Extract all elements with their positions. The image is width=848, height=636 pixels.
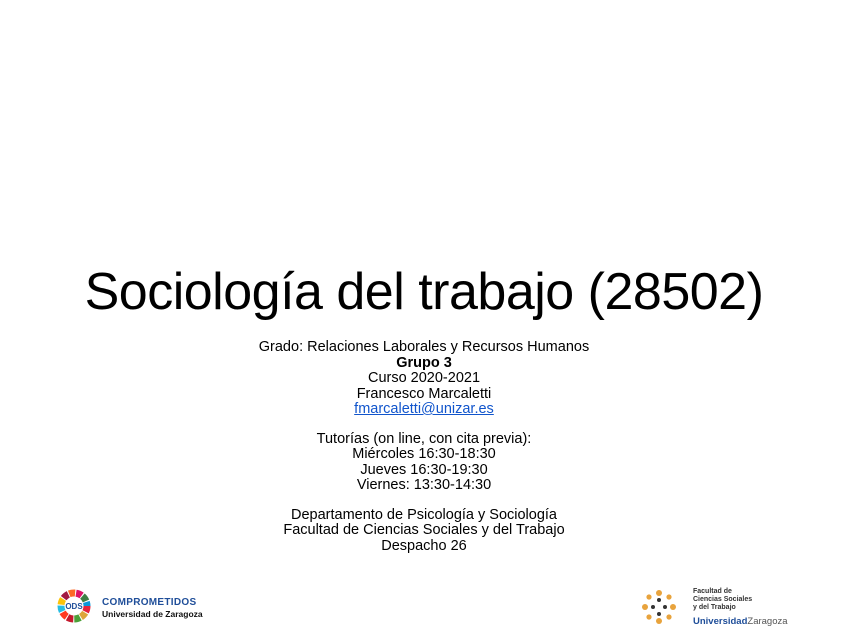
tutorias-heading: Tutorías (on line, con cita previa): <box>316 430 532 447</box>
comprometidos-logo <box>56 588 216 626</box>
faculty-name: Facultad de Ciencias Sociales y del Trabajo <box>693 588 753 611</box>
tutoria-slot-friday: Viernes: 13:30-14:30 <box>356 477 492 493</box>
course-info <box>0 340 848 554</box>
faculty-line: Facultad de Ciencias Sociales y del Trabajo <box>283 522 565 538</box>
slide-title: Sociología del trabajo (28502) <box>84 263 764 321</box>
tutoria-slot-wednesday: Miércoles 16:30-18:30 <box>352 446 496 462</box>
department-line: Departamento de Psicología y Sociología <box>291 506 557 523</box>
professor-name: Francesco Marcaletti <box>356 385 492 402</box>
comprometidos-label: COMPROMETIDOS <box>102 597 197 608</box>
ods-wheel-icon <box>56 588 92 624</box>
office-line: Despacho 26 <box>381 537 467 554</box>
email-link[interactable]: fmarcaletti@unizar.es <box>354 401 494 417</box>
ods-label: ODS <box>65 602 83 611</box>
faculty-emblem-icon <box>640 588 678 626</box>
faculty-logo <box>640 584 800 632</box>
unizar-wordmark: UniversidadZaragoza <box>693 616 788 627</box>
group-line: Grupo 3 <box>396 354 452 371</box>
tutoria-slot-thursday: Jueves 16:30-19:30 <box>360 461 488 478</box>
course-year-line: Curso 2020-2021 <box>367 370 481 386</box>
university-label: Universidad de Zaragoza <box>102 609 203 619</box>
degree-line: Grado: Relaciones Laborales y Recursos Humanos <box>258 339 590 355</box>
